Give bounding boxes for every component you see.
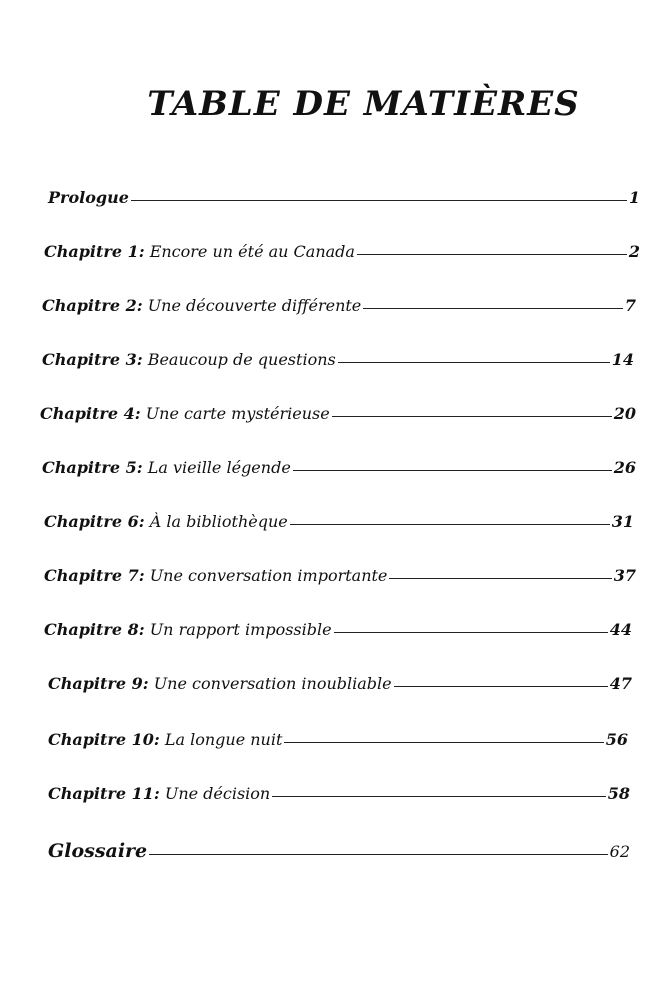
toc-leader-line (334, 632, 608, 633)
toc-entry-page: 56 (605, 730, 628, 749)
toc-entry-label (44, 512, 288, 531)
toc-leader-line (284, 742, 603, 743)
toc-entry-chapter-3 (42, 350, 634, 378)
toc-leader-line (290, 524, 610, 525)
toc-entry-prefix: Chapitre 7: (44, 566, 145, 585)
toc-entry-prefix: Chapitre 1: (44, 242, 145, 261)
toc-entry-label (48, 840, 147, 862)
toc-entry-prefix: Chapitre 3: (42, 350, 143, 369)
toc-entry-prefix: Chapitre 2: (42, 296, 143, 315)
toc-entry-text: Encore un été au Canada (144, 242, 355, 261)
toc-entry-prefix: Chapitre 6: (44, 512, 145, 531)
toc-entry-prefix: Prologue (48, 188, 129, 207)
toc-entry-chapter-10 (48, 730, 628, 758)
toc-entry-page: 14 (611, 350, 634, 369)
toc-entry-text: À la bibliothèque (144, 512, 288, 531)
toc-entry-prefix: Chapitre 8: (44, 620, 145, 639)
toc-entry-chapter-6 (44, 512, 634, 540)
toc-entry-text: La longue nuit (159, 730, 283, 749)
toc-entry-text: Beaucoup de questions (142, 350, 336, 369)
toc-leader-line (357, 254, 627, 255)
toc-entry-chapter-11 (48, 784, 630, 812)
toc-entry-glossary (48, 840, 630, 868)
toc-entry-chapter-9 (48, 674, 632, 702)
toc-leader-line (272, 796, 606, 797)
toc-entry-text: Une conversation inoubliable (148, 674, 392, 693)
toc-entry-text: Une carte mystérieuse (140, 404, 330, 423)
toc-entry-label (40, 404, 330, 423)
toc-leader-line (131, 200, 627, 201)
toc-entry-chapter-8 (44, 620, 632, 648)
toc-entry-page: 47 (609, 674, 632, 693)
toc-entry-prefix: Chapitre 4: (40, 404, 141, 423)
toc-entry-chapter-2 (42, 296, 636, 324)
toc-entry-text: Une découverte différente (142, 296, 362, 315)
toc-entry-page: 62 (609, 842, 630, 861)
toc-entry-label (48, 188, 129, 207)
toc-entry-prologue (48, 188, 640, 216)
toc-leader-line (363, 308, 623, 309)
toc-entry-label (44, 242, 355, 261)
toc-entry-text: La vieille légende (142, 458, 291, 477)
toc-entry-chapter-5 (42, 458, 636, 486)
toc-entry-text: Un rapport impossible (144, 620, 332, 639)
toc-entry-prefix: Chapitre 5: (42, 458, 143, 477)
toc-entry-chapter-1 (44, 242, 640, 270)
page-title: TABLE DE MATIÈRES (147, 84, 580, 124)
toc-entry-label (42, 350, 336, 369)
toc-entry-label (48, 784, 270, 803)
toc-entry-label (48, 674, 392, 693)
toc-leader-line (338, 362, 610, 363)
toc-entry-page: 20 (613, 404, 636, 423)
toc-entry-chapter-7 (44, 566, 636, 594)
toc-entry-label (44, 566, 387, 585)
toc-entry-text: Une conversation importante (144, 566, 388, 585)
toc-entry-prefix: Chapitre 9: (48, 674, 149, 693)
toc-entry-page: 31 (611, 512, 634, 531)
toc-entry-prefix: Chapitre 11: (48, 784, 160, 803)
toc-entry-text: Une décision (159, 784, 271, 803)
toc-entry-label (48, 730, 282, 749)
toc-entry-page: 2 (628, 242, 640, 261)
toc-entry-page: 58 (607, 784, 630, 803)
toc-entry-page: 37 (613, 566, 636, 585)
toc-leader-line (394, 686, 608, 687)
toc-leader-line (389, 578, 611, 579)
toc-leader-line (332, 416, 612, 417)
toc-entry-page: 44 (609, 620, 632, 639)
toc-entry-label (42, 458, 291, 477)
toc-entry-label (42, 296, 361, 315)
toc-entry-chapter-4 (40, 404, 636, 432)
toc-entry-prefix: Glossaire (48, 840, 148, 862)
toc-entry-label (44, 620, 332, 639)
toc-entry-prefix: Chapitre 10: (48, 730, 160, 749)
toc-leader-line (149, 854, 608, 855)
toc-leader-line (293, 470, 612, 471)
toc-entry-page: 1 (628, 188, 640, 207)
toc-entry-page: 7 (624, 296, 636, 315)
toc-entry-page: 26 (613, 458, 636, 477)
